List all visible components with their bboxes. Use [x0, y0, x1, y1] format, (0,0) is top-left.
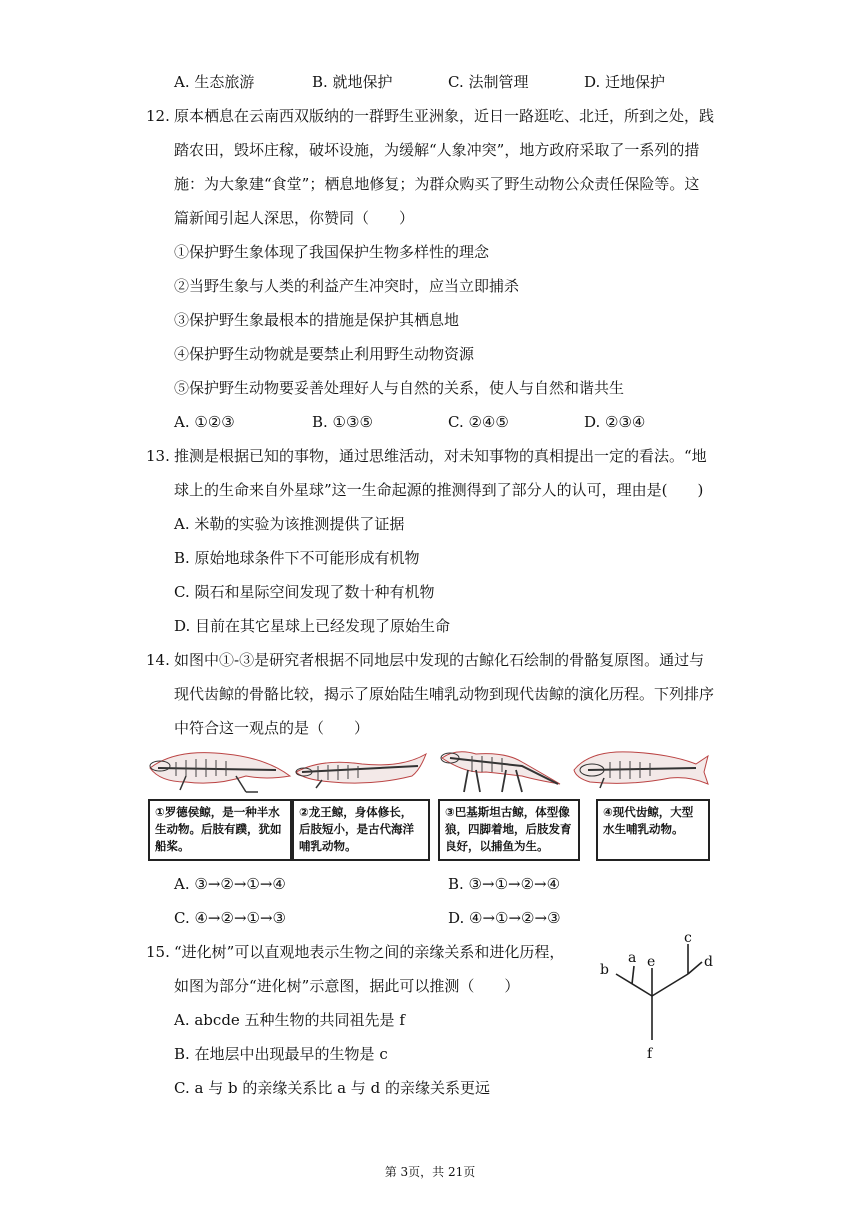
q12-statement: ④保护野生动物就是要禁止利用野生动物资源 — [174, 345, 475, 363]
fossil-caption-3: ③巴基斯坦古鲸，体型像狼，四脚着地，后肢发育良好，以捕鱼为生。 — [438, 799, 580, 861]
q14-stem-line: 中符合这一观点的是（ ） — [174, 719, 370, 737]
page-footer: 第 3页，共 21页 — [384, 1165, 476, 1179]
q12-number: 12. — [146, 107, 170, 125]
q14-option-d: D. ④→①→②→③ — [448, 909, 561, 927]
q13-option-c: C. 陨石和星际空间发现了数十种有机物 — [174, 583, 435, 601]
q13-option-a: A. 米勒的实验为该推测提供了证据 — [174, 515, 405, 533]
q14-number: 14. — [146, 651, 170, 669]
q13-option-d: D. 目前在其它星球上已经发现了原始生命 — [174, 617, 451, 635]
q12-stem-line: 原本栖息在云南西双版纳的一群野生亚洲象，近日一路逛吃、北迁，所到之处，践 — [174, 107, 715, 125]
q15-option-a: A. abcde 五种生物的共同祖先是 f — [174, 1011, 405, 1029]
q12-stem-line: 踏农田，毁坏庄稼，破坏设施，为缓解“人象冲突”，地方政府采取了一系列的措 — [174, 141, 700, 159]
q14-option-b: B. ③→①→②→④ — [448, 875, 561, 893]
q12-option-d: D. ②③④ — [584, 413, 646, 431]
q14-stem-line: 现代齿鲸的骨骼比较，揭示了原始陆生哺乳动物到现代齿鲸的演化历程。下列排序 — [174, 685, 715, 703]
q11-option-d: D. 迁地保护 — [584, 73, 666, 91]
q13-stem-line: 推测是根据已知的事物，通过思维活动，对未知事物的真相提出一定的看法。“地 — [174, 447, 707, 465]
q12-statement: ⑤保护野生动物要妥善处理好人与自然的关系，使人与自然和谐共生 — [174, 379, 625, 397]
q14-stem-line: 如图中①-③是研究者根据不同地层中发现的古鲸化石绘制的骨骼复原图。通过与 — [174, 651, 705, 669]
evolution-tree-diagram — [596, 930, 720, 1070]
q12-statement: ②当野生象与人类的利益产生冲突时，应当立即捕杀 — [174, 277, 520, 295]
q12-option-b: B. ①③⑤ — [312, 413, 373, 431]
whale-skeleton-4-image — [570, 742, 712, 794]
q15-option-c: C. a 与 b 的亲缘关系比 a 与 d 的亲缘关系更远 — [174, 1079, 490, 1097]
q13-number: 13. — [146, 447, 170, 465]
q13-stem-line: 球上的生命来自外星球”这一生命起源的推测得到了部分人的认可，理由是( ) — [174, 481, 704, 499]
whale-skeleton-1-image — [146, 746, 294, 796]
fossil-caption-4: ④现代齿鲸，大型水生哺乳动物。 — [596, 799, 710, 861]
fossil-caption-2: ②龙王鲸，身体修长，后肢短小，是古代海洋哺乳动物。 — [292, 799, 430, 861]
q14-option-a: A. ③→②→①→④ — [174, 875, 286, 893]
tree-label-c: c — [684, 930, 692, 946]
q12-statement: ①保护野生象体现了我国保护生物多样性的理念 — [174, 243, 490, 261]
q11-option-b: B. 就地保护 — [312, 73, 393, 91]
q15-number: 15. — [146, 943, 170, 961]
q11-option-a: A. 生态旅游 — [174, 73, 255, 91]
q11-option-c: C. 法制管理 — [448, 73, 529, 91]
tree-label-f: f — [647, 1046, 653, 1062]
tree-label-a: a — [628, 950, 637, 966]
q12-option-a: A. ①②③ — [174, 413, 235, 431]
fossil-caption-1: ①罗德侯鲸，是一种半水生动物。后肢有蹼，犹如船桨。 — [148, 799, 292, 861]
q15-stem-line: 如图为部分“进化树”示意图，据此可以推测（ ） — [174, 977, 520, 995]
q13-option-b: B. 原始地球条件下不可能形成有机物 — [174, 549, 420, 567]
tree-label-b: b — [600, 962, 609, 978]
q12-option-c: C. ②④⑤ — [448, 413, 509, 431]
q12-stem-line: 施：为大象建“食堂”；栖息地修复；为群众购买了野生动物公众责任保险等。这 — [174, 175, 700, 193]
tree-label-e: e — [647, 954, 656, 970]
q12-statement: ③保护野生象最根本的措施是保护其栖息地 — [174, 311, 460, 329]
whale-skeleton-3-image — [436, 744, 564, 796]
q15-stem-line: “进化树”可以直观地表示生物之间的亲缘关系和进化历程， — [174, 943, 565, 961]
whale-skeleton-2-image — [292, 746, 430, 792]
q12-stem-line: 篇新闻引起人深思，你赞同（ ） — [174, 209, 415, 227]
q15-option-b: B. 在地层中出现最早的生物是 c — [174, 1045, 388, 1063]
tree-label-d: d — [704, 954, 713, 970]
q14-option-c: C. ④→②→①→③ — [174, 909, 286, 927]
